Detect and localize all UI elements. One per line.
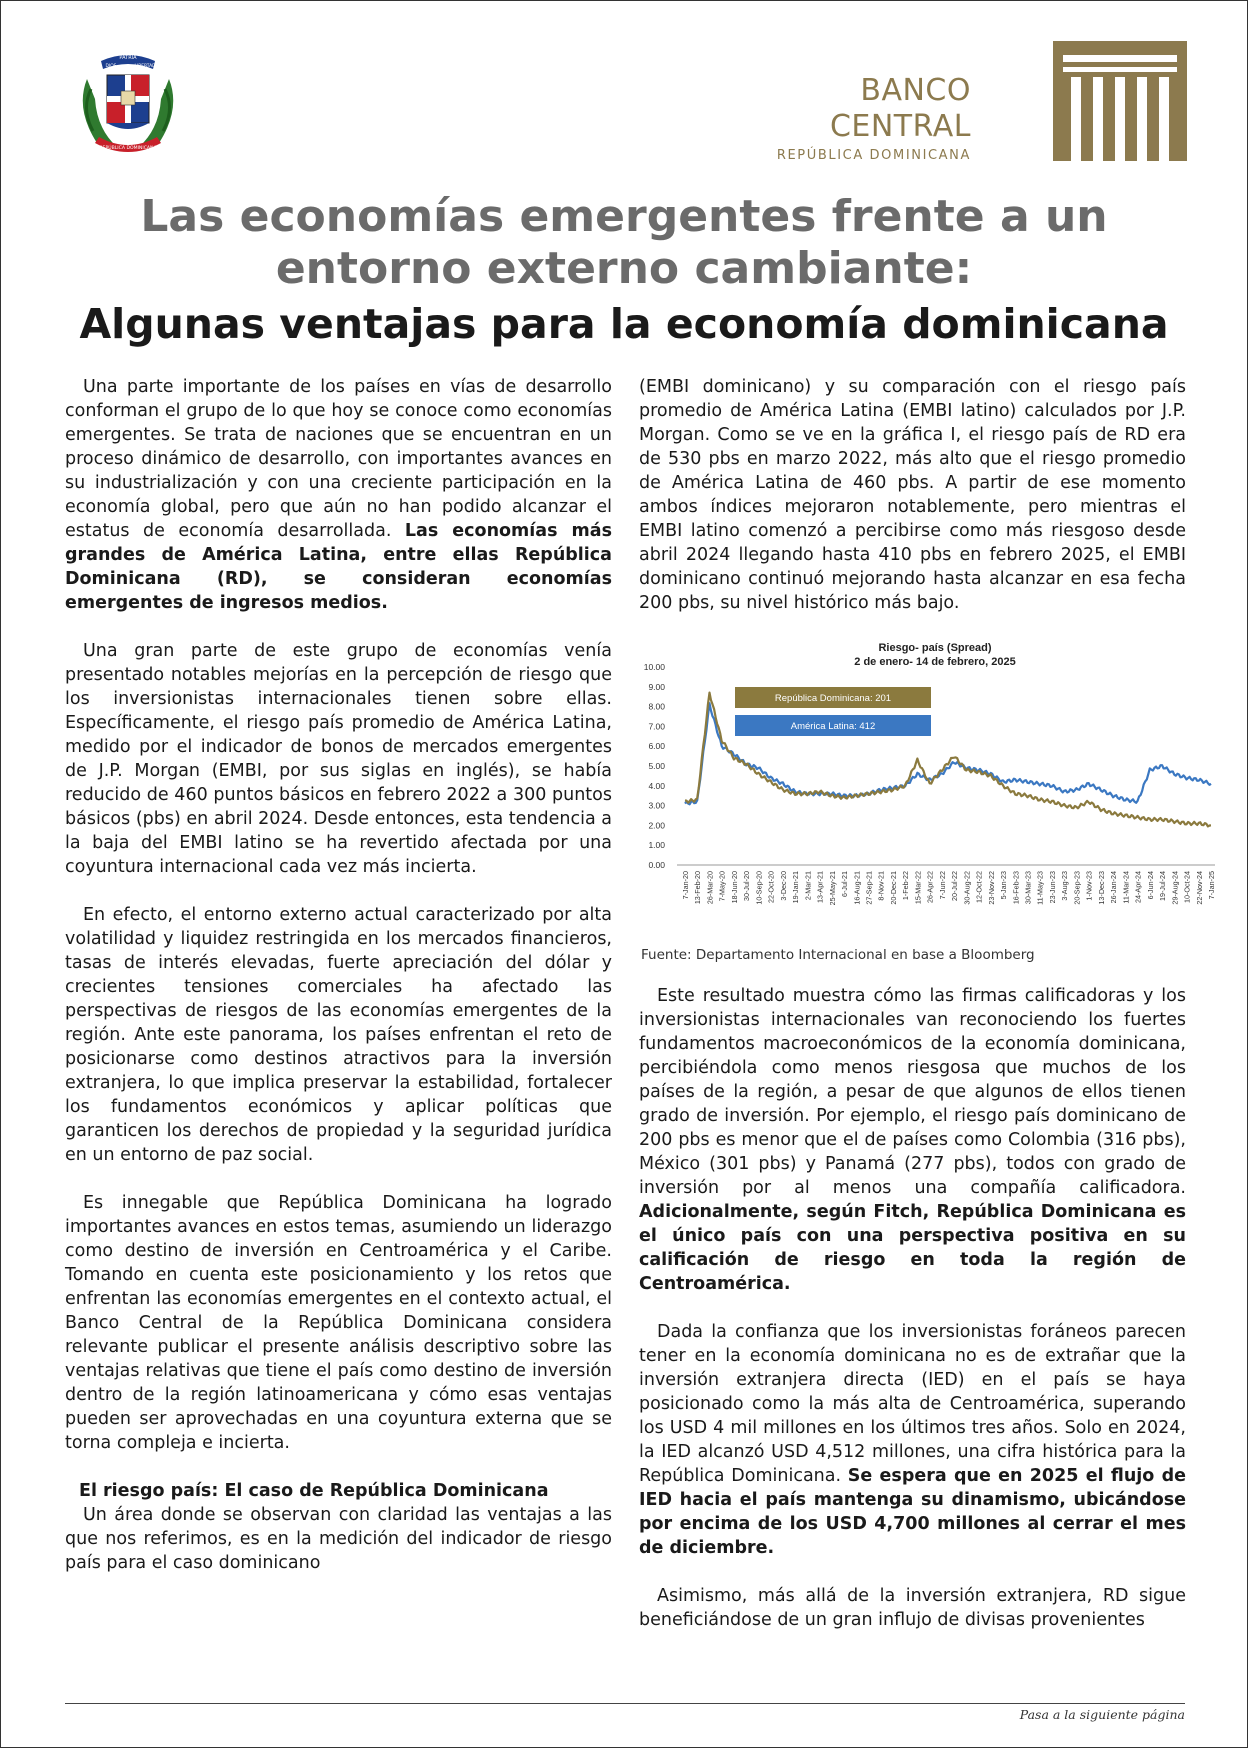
right-p2-text: Este resultado muestra cómo las firmas calificadoras y los inversionistas internacionales van reconociendo los fuertes fundamentos macroeconómicos de la economía dominicana, percibiéndola como menos riesgosa que muchos de los países de la región, a pesar de que algunos de ellos tienen grado de inversión. Por ejemplo, el riesgo país dominicano de 200 pbs es menor que el de países como Colombia (316 pbs), México (301 pbs) y Panamá (277 pbs), todos con grado de inversión por al menos una compañía calificadora. xyxy=(639,986,1186,1198)
x-tick-label: 7-May-20 xyxy=(717,871,727,902)
risk-chart xyxy=(635,639,1225,944)
x-tick-label: 1-Feb-22 xyxy=(901,871,911,901)
x-tick-label: 3-Aug-23 xyxy=(1060,871,1070,901)
right-column xyxy=(639,375,1216,1656)
x-tick-label: 16-Feb-23 xyxy=(1011,871,1021,905)
chart-source: Fuente: Departamento Internacional en base a Bloomberg xyxy=(641,947,1035,963)
x-tick-label: 27-Sep-21 xyxy=(864,871,874,905)
x-tick-label: 19-Jul-24 xyxy=(1158,871,1168,901)
x-tick-label: 23-Jun-23 xyxy=(1047,871,1057,904)
right-p2-bold: Adicionalmente, según Fitch, República Dominicana es el único país con una perspectiva positiva en su calificación de riesgo en toda la región de Centroamérica. xyxy=(639,1202,1186,1294)
left-paragraph-5: Un área donde se observan con claridad las ventajas a las que nos referimos, es en la medición del indicador de riesgo país para el caso dominicano xyxy=(65,1505,612,1573)
legend-label: América Latina: 412 xyxy=(790,721,876,732)
x-tick-label: 26-Apr-22 xyxy=(925,871,935,903)
y-tick-label: 9.00 xyxy=(648,681,665,692)
right-p3-text: Dada la confianza que los inversionistas foráneos parecen tener en la economía dominicana no es de extrañar que la inversión extranjera directa (IED) en el país se haya posicionado como la más alta de Centroamérica, superando los USD 4 mil millones en los últimos tres años. Solo en 2024, la IED alcanzó USD 4,512 millones, una cifra histórica para la República Dominicana. xyxy=(639,1322,1186,1486)
right-paragraph-1: (EMBI dominicano) y su comparación con el riesgo país promedio de América Latina (EMBI latino) calculados por J.P. Morgan. Como se ve en la gráfica I, el riesgo país de RD era de 530 pbs en marzo 2022, más alto que el riesgo promedio de América Latina de 460 pbs. A partir de ese momento ambos índices mejoraron notablemente, pero mientras el EMBI latino comenzó a percibirse como más riesgoso desde abril 2024 llegando hasta 410 pbs en febrero 2025, el EMBI dominicano continuó mejorando hasta alcanzar en esa fecha 200 pbs, su nivel histórico más bajo. xyxy=(639,377,1186,613)
x-tick-label: 26-Mar-20 xyxy=(705,871,715,905)
x-tick-label: 26-Jan-24 xyxy=(1109,871,1119,904)
left-paragraph-1 xyxy=(65,375,612,615)
x-tick-label: 8-Nov-21 xyxy=(876,871,886,901)
left-p1-bold: Las economías más grandes de América Latina, entre ellas República Dominicana (RD), se consideran economías emergentes de ingresos medios. xyxy=(65,521,613,613)
y-tick-label: 2.00 xyxy=(648,820,665,831)
chart-svg xyxy=(635,639,1225,944)
x-tick-label: 7-Jun-22 xyxy=(937,871,947,900)
right-p3-bold: Se espera que en 2025 el flujo de IED hacia el país mantenga su dinamismo, ubicándose por encima de los USD 4,700 millones al cerrar el mes de diciembre. xyxy=(639,1466,1186,1558)
headline xyxy=(41,191,1207,349)
x-tick-label: 6-Jul-21 xyxy=(840,871,850,897)
title-line-2: entorno externo cambiante: xyxy=(275,243,973,294)
y-tick-label: 8.00 xyxy=(648,701,665,712)
x-tick-label: 3-Dec-20 xyxy=(778,871,788,901)
x-tick-label: 7-Jan-25 xyxy=(1207,871,1216,900)
x-tick-label: 1-Nov-23 xyxy=(1084,871,1094,901)
x-tick-label: 15-Mar-22 xyxy=(913,871,923,905)
y-tick-label: 4.00 xyxy=(648,780,665,791)
x-tick-label: 22-Oct-20 xyxy=(766,871,776,903)
left-p1-text: Una parte importante de los países en vías de desarrollo conforman el grupo de lo que hoy se conoce como economías emergentes. Se trata de naciones que se encuentran en un proceso dinámico de desarrollo, con importantes avances en su industrialización y con una creciente participación en la economía global, pero que aún no han podido alcanzar el estatus de economía desarrollada. xyxy=(65,377,612,541)
left-paragraph-4: Es innegable que República Dominicana ha logrado importantes avances en estos temas, asumiendo un liderazgo como destino de inversión en Centroamérica y el Caribe. Tomando en cuenta este posicionamiento y los retos que enfrentan las economías emergentes en el contexto actual, el Banco Central de la República Dominicana considera relevante publicar el presente análisis descriptivo sobre las ventajas relativas que tiene el país como destino de inversión dentro de la región latinoamericana y cómo esas ventajas pueden ser aprovechadas en una coyuntura externa que se torna compleja e incierta. xyxy=(65,1193,612,1453)
x-tick-label: 30-Mar-23 xyxy=(1023,871,1033,905)
y-tick-label: 5.00 xyxy=(648,761,665,771)
x-tick-label: 6-Jun-24 xyxy=(1145,871,1155,900)
chart-subtitle: 2 de enero- 14 de febrero, 2025 xyxy=(854,656,1016,668)
right-paragraph-4: Asimismo, más allá de la inversión extranjera, RD sigue beneficiándose de un gran influjo de divisas provenientes xyxy=(639,1586,1186,1630)
y-tick-label: 0.00 xyxy=(648,860,665,870)
shield-ribbon-right: LIBERTAD xyxy=(134,64,156,69)
bank-columns-icon xyxy=(1053,41,1187,161)
legend-label: República Dominicana: 201 xyxy=(774,693,892,704)
shield-ribbon-left: DIOS xyxy=(105,64,117,69)
series-line xyxy=(685,693,1211,827)
x-tick-label: 11-May-23 xyxy=(1035,871,1045,905)
x-tick-label: 30-Aug-22 xyxy=(962,871,972,905)
x-tick-label: 12-Oct-22 xyxy=(974,871,984,903)
x-tick-label: 2-Mar-21 xyxy=(803,871,813,901)
x-tick-label: 10-Sep-20 xyxy=(754,871,764,905)
x-tick-label: 23-Nov-22 xyxy=(986,871,996,905)
left-paragraph-3: En efecto, el entorno externo actual caracterizado por alta volatilidad y liquidez restringida en los mercados financieros, tasas de interés elevadas, fuerte apreciación del dólar y crecientes tensiones comerciales ha afectado las perspectivas de riesgos de las economías emergentes de la región. Ante este panorama, los países enfrentan el reto de posicionarse como destinos atractivos para la inversión extranjera, lo que implica preservar la estabilidad, fortalecer los fundamentos económicos y aplicar políticas que garanticen los derechos de propiedad y la seguridad jurídica en un entorno de paz social. xyxy=(65,905,612,1165)
title-line-3: Algunas ventajas para la economía dominicana xyxy=(79,300,1169,348)
y-tick-label: 3.00 xyxy=(648,800,665,811)
left-paragraph-2: Una gran parte de este grupo de economías venía presentado notables mejorías en la percepción de riesgo que los inversionistas internacionales tienen sobre ellas. Específicamente, el riesgo país promedio de América Latina, medido por el indicador de bonos de mercados emergentes de J.P. Morgan (EMBI, por sus siglas en inglés), se había reducido de 460 puntos básicos en febrero 2022 a 300 puntos básicos (pbs) en abril 2024. Desde entonces, esta tendencia a la baja del EMBI latino se ha revertido afectada por una coyuntura internacional cada vez más incierta. xyxy=(65,641,612,877)
right-paragraph-3 xyxy=(639,1320,1186,1560)
x-tick-label: 20-Sep-23 xyxy=(1072,871,1082,905)
x-tick-label: 11-Mar-24 xyxy=(1121,871,1131,904)
y-tick-label: 1.00 xyxy=(648,840,665,851)
chart-title: Riesgo- país (Spread) xyxy=(878,642,992,654)
x-tick-label: 20-Dec-21 xyxy=(888,871,898,905)
bank-subtitle: REPÚBLICA DOMINICANA xyxy=(776,148,971,163)
x-tick-label: 29-Aug-24 xyxy=(1170,871,1180,905)
x-tick-label: 24-Apr-24 xyxy=(1133,871,1143,903)
x-tick-label: 13-Apr-21 xyxy=(815,871,825,903)
x-tick-label: 7-Jan-20 xyxy=(681,871,690,900)
y-tick-label: 10.00 xyxy=(643,662,665,672)
x-tick-label: 30-Jul-20 xyxy=(742,871,752,901)
bank-brand xyxy=(727,39,1187,161)
x-tick-label: 5-Jan-23 xyxy=(999,871,1009,900)
y-tick-label: 6.00 xyxy=(648,741,665,752)
coat-of-arms-icon xyxy=(67,39,189,159)
x-tick-label: 19-Jan-21 xyxy=(791,871,801,904)
x-tick-label: 13-Dec-23 xyxy=(1096,871,1106,905)
bank-name: BANCO CENTRAL xyxy=(829,73,971,144)
x-tick-label: 16-Aug-21 xyxy=(852,871,862,905)
shield-ribbon-top: PATRIA xyxy=(119,55,137,61)
title-line-1: Las economías emergentes frente a un xyxy=(140,191,1108,242)
footer-divider xyxy=(65,1703,1185,1704)
shield-ribbon-bottom: REPÚBLICA DOMINICANA xyxy=(99,146,157,151)
left-column xyxy=(65,375,612,1599)
x-tick-label: 22-Nov-24 xyxy=(1194,871,1204,905)
y-tick-label: 7.00 xyxy=(648,721,665,732)
x-tick-label: 10-Oct-24 xyxy=(1182,871,1192,903)
x-tick-label: 20-Jul-22 xyxy=(950,871,960,901)
x-tick-label: 25-May-21 xyxy=(827,871,837,906)
x-tick-label: 13-Feb-20 xyxy=(693,871,703,905)
section-subhead: El riesgo país: El caso de República Dominicana xyxy=(79,1481,549,1501)
x-tick-label: 18-Jun-20 xyxy=(729,871,739,904)
right-paragraph-2 xyxy=(639,984,1186,1296)
footer-continue: Pasa a la siguiente página xyxy=(1019,1707,1185,1722)
bank-name-block xyxy=(727,73,971,165)
